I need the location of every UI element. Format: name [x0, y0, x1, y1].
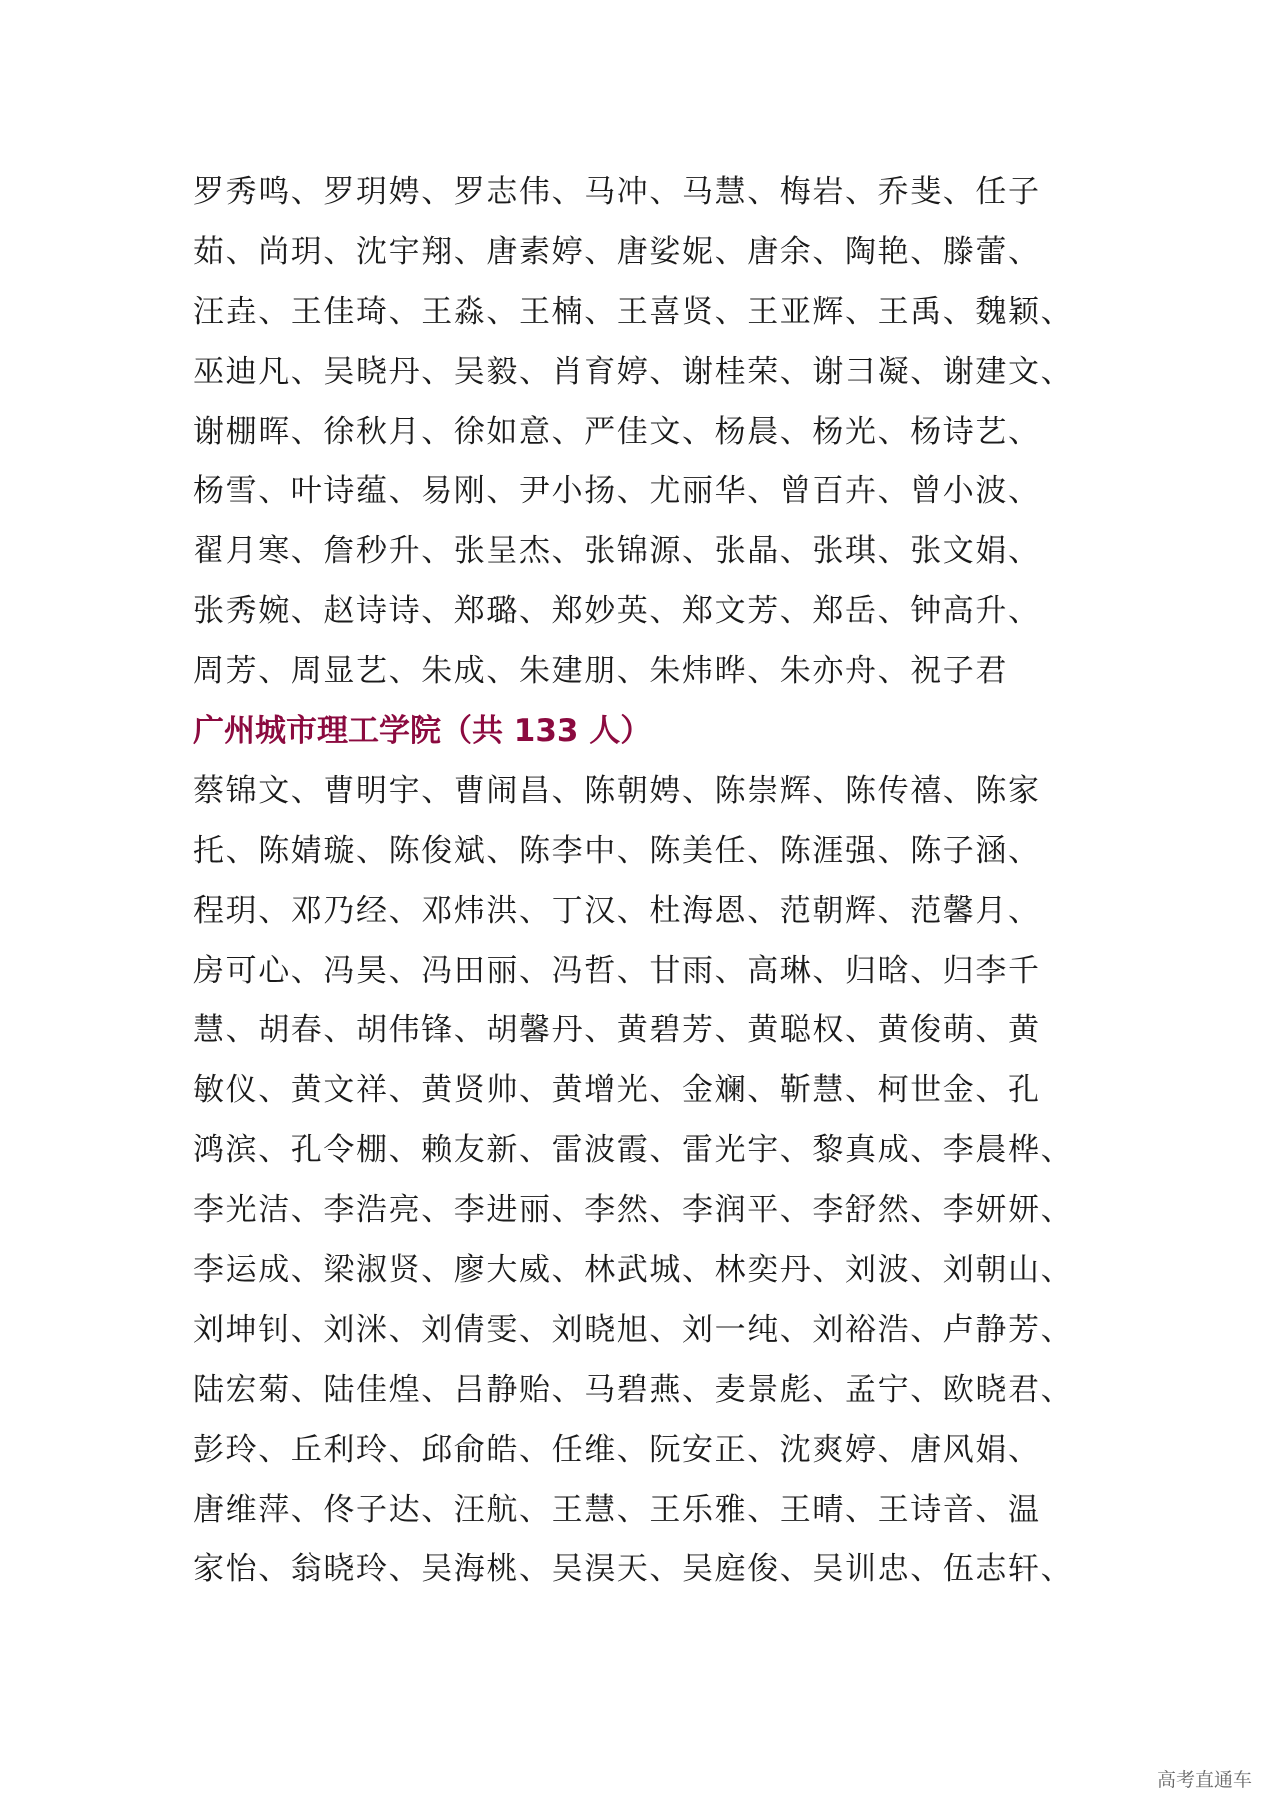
name-list-line: 周芳、周显艺、朱成、朱建朋、朱炜晔、朱亦舟、祝子君 — [193, 653, 1008, 690]
name-list-line: 谢棚晖、徐秋月、徐如意、严佳文、杨晨、杨光、杨诗艺、 — [193, 413, 1041, 450]
name-list-line: 杨雪、叶诗蕴、易刚、尹小扬、尤丽华、曾百卉、曾小波、 — [193, 473, 1041, 510]
name-list-line: 房可心、冯昊、冯田丽、冯哲、甘雨、高琳、归晗、归李千 — [193, 952, 1041, 989]
name-list-line: 罗秀鸣、罗玥娉、罗志伟、马冲、马慧、梅岩、乔斐、任子 — [193, 174, 1041, 210]
name-list-line: 陆宏菊、陆佳煌、吕静贻、马碧燕、麦景彪、孟宁、欧晓君、 — [193, 1371, 1074, 1408]
watermark-text: 高考直通车 — [1156, 1769, 1252, 1791]
name-list-line: 家怡、翁晓玲、吴海桃、吴淏天、吴庭俊、吴训忠、伍志轩、 — [193, 1551, 1074, 1588]
name-list-line: 蔡锦文、曹明宇、曹闹昌、陈朝娉、陈崇辉、陈传禧、陈家 — [193, 772, 1041, 809]
name-list-line: 托、陈婧璇、陈俊斌、陈李中、陈美任、陈涯强、陈子涵、 — [193, 832, 1041, 869]
name-list-line: 李运成、梁淑贤、廖大威、林武城、林奕丹、刘波、刘朝山、 — [193, 1252, 1074, 1289]
name-list-line: 张秀婉、赵诗诗、郑璐、郑妙英、郑文芳、郑岳、钟高升、 — [193, 593, 1041, 630]
section-heading: 广州城市理工学院（共 133 人） — [193, 713, 652, 750]
name-list-content — [193, 163, 1093, 1600]
name-list-line: 程玥、邓乃经、邓炜洪、丁汉、杜海恩、范朝辉、范馨月、 — [193, 892, 1041, 929]
name-list-line: 慧、胡春、胡伟锋、胡馨丹、黄碧芳、黄聪权、黄俊萌、黄 — [193, 1012, 1041, 1049]
name-list-line: 唐维萍、佟子达、汪航、王慧、王乐雅、王晴、王诗音、温 — [193, 1491, 1041, 1528]
name-list-line: 李光洁、李浩亮、李进丽、李然、李润平、李舒然、李妍妍、 — [193, 1192, 1074, 1229]
name-list-line: 敏仪、黄文祥、黄贤帅、黄增光、金斓、靳慧、柯世金、孔 — [193, 1072, 1041, 1109]
name-list-line: 刘坤钊、刘洣、刘倩雯、刘晓旭、刘一纯、刘裕浩、卢静芳、 — [193, 1311, 1074, 1348]
name-list-line: 鸿滨、孔令棚、赖友新、雷波霞、雷光宇、黎真成、李晨桦、 — [193, 1132, 1074, 1169]
name-list-line: 巫迪凡、吴晓丹、吴毅、肖育婷、谢桂荣、谢彐凝、谢建文、 — [193, 353, 1074, 390]
name-list-line: 汪垚、王佳琦、王淼、王楠、王喜贤、王亚辉、王禹、魏颖、 — [193, 293, 1074, 330]
name-list-line: 彭玲、丘利玲、邱俞皓、任维、阮安正、沈爽婷、唐风娟、 — [193, 1431, 1041, 1468]
name-list-line: 翟月寒、詹秒升、张呈杰、张锦源、张晶、张琪、张文娟、 — [193, 533, 1041, 570]
name-list-line: 茹、尚玥、沈宇翔、唐素婷、唐娑妮、唐余、陶艳、滕蕾、 — [193, 233, 1041, 270]
